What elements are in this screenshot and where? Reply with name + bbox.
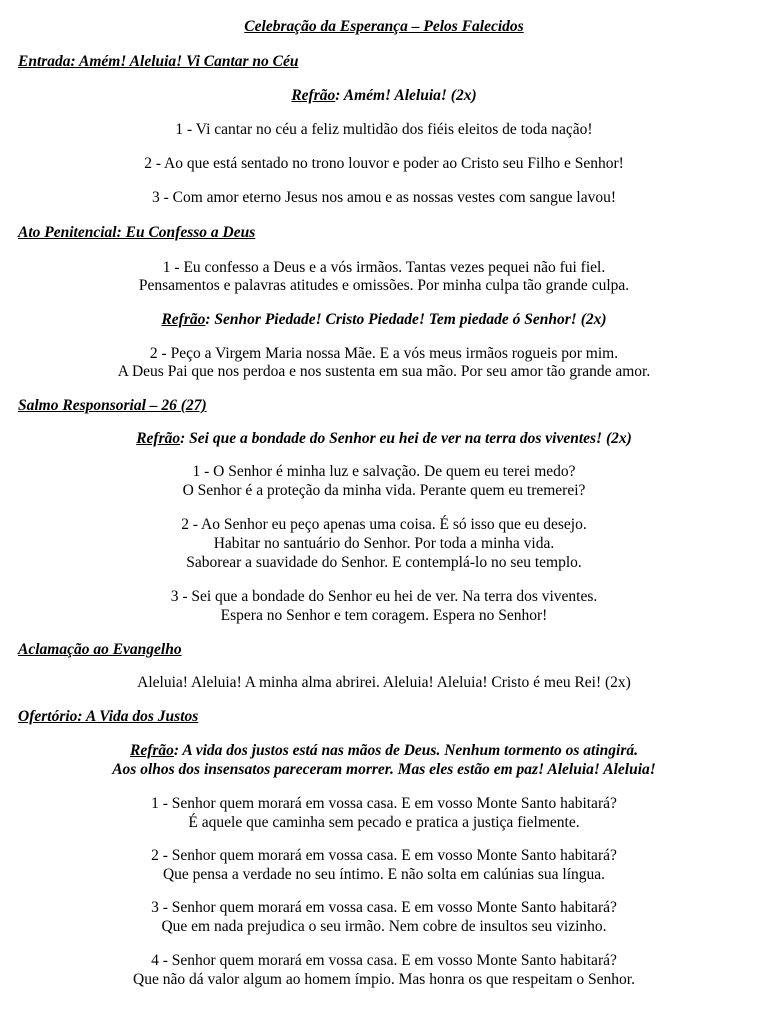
verse-line: Espera no Senhor e tem coragem. Espera no Senhor! — [220, 607, 548, 624]
verse-line: 2 - Ao que está sentado no trono louvor e poder ao Cristo seu Filho e Senhor! — [144, 155, 624, 172]
verse-line: 3 - Senhor quem morará em vossa casa. E em vosso Monte Santo habitará? — [151, 899, 617, 916]
page-title: Celebração da Esperança – Pelos Falecidos — [244, 18, 524, 35]
verse-line: 4 - Senhor quem morará em vossa casa. E em vosso Monte Santo habitará? — [151, 952, 617, 969]
section-heading-aclamacao: Aclamação ao Evangelho — [18, 641, 182, 658]
verse-line: O Senhor é a proteção da minha vida. Perante quem eu tremerei? — [182, 482, 586, 499]
refrao-label: Refrão — [130, 742, 174, 759]
verse-line: Aleluia! Aleluia! A minha alma abrirei. Aleluia! Aleluia! Cristo é meu Rei! (2x) — [137, 674, 631, 691]
refrao-ofertorio — [0, 741, 768, 760]
refrao-ofertorio-line2: Aos olhos dos insensatos pareceram morrer. Mas eles estão em paz! Aleluia! Aleluia! — [112, 761, 656, 778]
section-heading-salmo: Salmo Responsorial – 26 (27) — [18, 397, 207, 414]
verse-line: 2 - Peço a Virgem Maria nossa Mãe. E a vós meus irmãos rogueis por mim. — [149, 345, 619, 362]
section-heading-ato-penitencial: Ato Penitencial: Eu Confesso a Deus — [18, 224, 256, 241]
verse-line: Que pensa a verdade no seu íntimo. E não solta em calúnias sua língua. — [162, 866, 606, 883]
verse-line: Que em nada prejudica o seu irmão. Nem cobre de insultos seu vizinho. — [161, 918, 607, 935]
verse-line: É aquele que caminha sem pecado e pratica a justiça fielmente. — [188, 814, 580, 831]
verse-line: 1 - O Senhor é minha luz e salvação. De quem eu terei medo? — [192, 463, 576, 480]
refrao-text: : Amém! Aleluia! (2x) — [335, 87, 477, 104]
verse-line: Pensamentos e palavras atitudes e omissões. Por minha culpa tão grande culpa. — [138, 277, 630, 294]
verse-line: Habitar no santuário do Senhor. Por toda a minha vida. — [213, 535, 555, 552]
verse-line: 3 - Com amor eterno Jesus nos amou e as nossas vestes com sangue lavou! — [151, 189, 617, 206]
refrao-label: Refrão — [136, 430, 181, 447]
verse-line: 2 - Senhor quem morará em vossa casa. E em vosso Monte Santo habitará? — [151, 847, 617, 864]
verse-line: 1 - Senhor quem morará em vossa casa. E em vosso Monte Santo habitará? — [151, 795, 617, 812]
verse-line: Que não dá valor algum ao homem ímpio. Mas honra os que respeitam o Senhor. — [133, 971, 635, 988]
refrao-text: : Sei que a bondade do Senhor eu hei de ver na terra dos viventes! (2x) — [180, 430, 632, 447]
verse-line: 1 - Eu confesso a Deus e a vós irmãos. Tantas vezes pequei não fui fiel. — [162, 259, 606, 276]
refrao-ato-penitencial — [0, 310, 768, 329]
verse-line: A Deus Pai que nos perdoa e nos sustenta em sua mão. Por seu amor tão grande amor. — [117, 363, 651, 380]
section-heading-ofertorio: Ofertório: A Vida dos Justos — [18, 708, 199, 725]
verse-line: Saborear a suavidade do Senhor. E contemplá-lo no seu templo. — [186, 554, 582, 571]
refrao-label: Refrão — [291, 87, 336, 104]
verse-line: 3 - Sei que a bondade do Senhor eu hei de ver. Na terra dos viventes. — [170, 588, 598, 605]
refrao-text: : A vida dos justos está nas mãos de Deus. Nenhum tormento os atingirá. — [173, 742, 638, 759]
refrao-label: Refrão — [161, 311, 206, 328]
verse-line: 1 - Vi cantar no céu a feliz multidão dos fiéis eleitos de toda nação! — [175, 121, 593, 138]
verse-line: 2 - Ao Senhor eu peço apenas uma coisa. É só isso que eu desejo. — [181, 516, 587, 533]
section-heading-entrada: Entrada: Amém! Aleluia! Vi Cantar no Céu — [18, 53, 299, 70]
refrao-entrada — [0, 86, 768, 105]
refrao-text: : Senhor Piedade! Cristo Piedade! Tem piedade ó Senhor! (2x) — [205, 311, 607, 328]
refrao-salmo — [0, 429, 768, 448]
